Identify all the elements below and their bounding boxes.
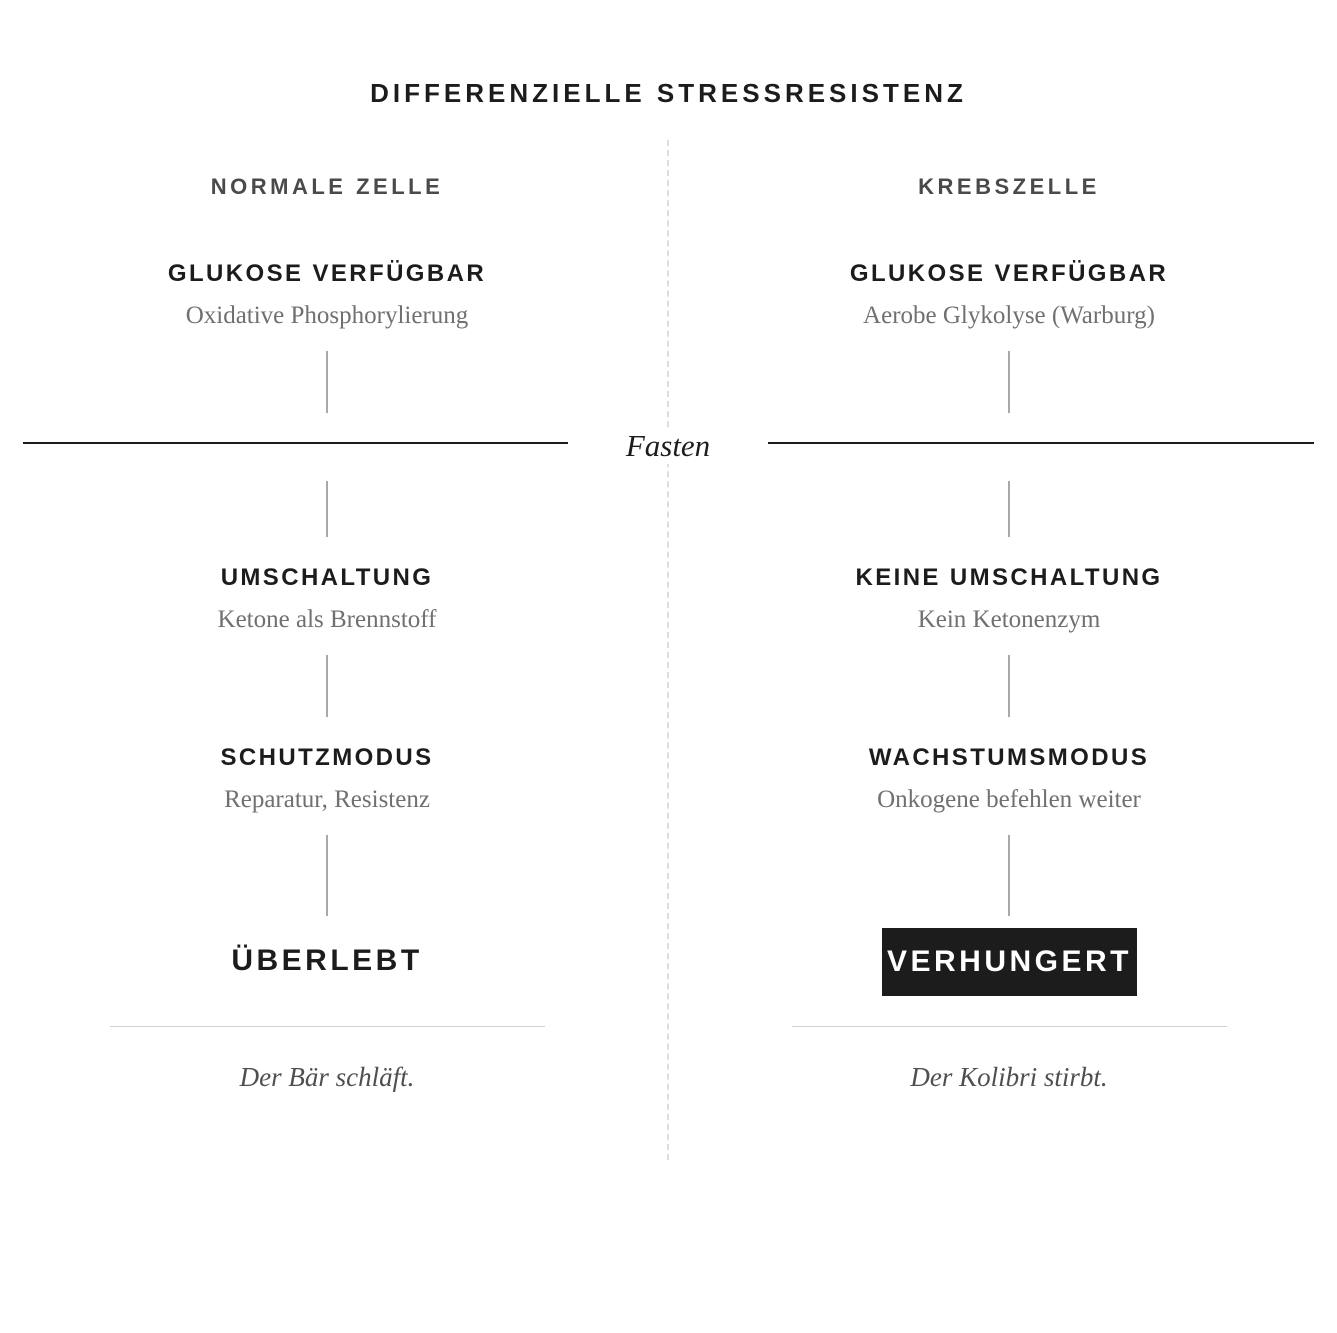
column-header-cancer-cell: KREBSZELLE [918,174,1100,199]
left-before-title: GLUKOSE VERFÜGBAR [167,260,487,287]
left-before-subtitle: Oxidative Phosphorylierung [185,302,469,329]
fasten-label: Fasten [568,428,768,464]
fasten-line-right [718,442,1314,444]
left-connector-1 [326,351,328,413]
fasten-line-left [23,442,619,444]
column-header-normal-cell: NORMALE ZELLE [210,174,444,199]
column-divider [667,140,669,1160]
right-connector-4 [1008,835,1010,916]
left-stage1-subtitle: Ketone als Brennstoff [217,606,437,633]
right-connector-2 [1008,481,1010,537]
right-outcome-badge: VERHUNGERT [882,928,1137,996]
left-stage2-subtitle: Reparatur, Resistenz [224,786,430,813]
right-before-subtitle: Aerobe Glykolyse (Warburg) [863,302,1155,329]
left-stage1-title: UMSCHALTUNG [220,564,434,591]
left-connector-3 [326,655,328,717]
right-stage1-subtitle: Kein Ketonenzym [917,606,1101,633]
right-connector-1 [1008,351,1010,413]
left-moral: Der Bär schläft. [239,1062,415,1092]
right-separator [792,1026,1227,1027]
page-title: DIFFERENZIELLE STRESSRESISTENZ [370,78,967,108]
left-stage2-title: SCHUTZMODUS [220,744,434,771]
right-stage2-subtitle: Onkogene befehlen weiter [877,786,1141,813]
right-before-title: GLUKOSE VERFÜGBAR [849,260,1169,287]
left-outcome: ÜBERLEBT [231,944,423,977]
left-connector-4 [326,835,328,916]
right-connector-3 [1008,655,1010,717]
right-stage1-title: KEINE UMSCHALTUNG [855,564,1163,591]
right-stage2-title: WACHSTUMSMODUS [868,744,1150,771]
right-moral: Der Kolibri stirbt. [910,1062,1108,1092]
left-separator [110,1026,545,1027]
left-connector-2 [326,481,328,537]
